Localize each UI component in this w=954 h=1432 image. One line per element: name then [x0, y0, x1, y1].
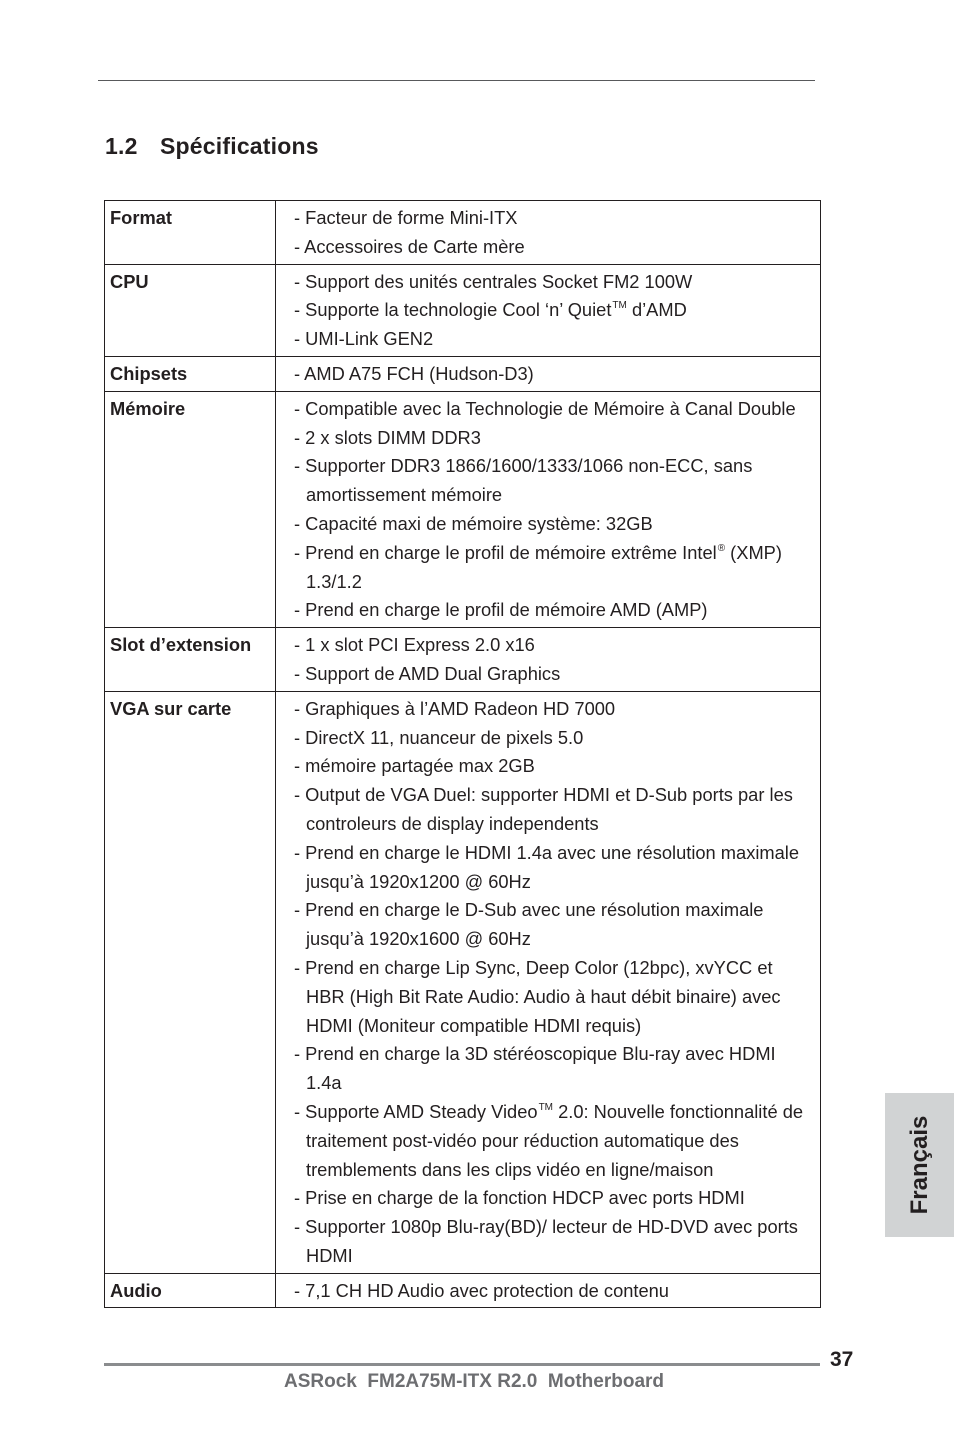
- spec-item: [294, 1098, 814, 1184]
- spec-item-text: - Supporte AMD Steady Video: [294, 1100, 538, 1122]
- spec-values: [276, 356, 821, 391]
- spec-item-text: - Compatible avec la Technologie de Mémoire à Canal Double: [294, 397, 796, 419]
- spec-item: [294, 296, 814, 325]
- spec-item-text: - DirectX 11, nuanceur de pixels 5.0: [294, 726, 584, 748]
- spec-item: [294, 1040, 814, 1098]
- spec-item: [294, 631, 814, 660]
- page-number: 37: [830, 1348, 854, 1371]
- spec-item: [294, 781, 814, 839]
- spec-item-text: - Support de AMD Dual Graphics: [294, 662, 561, 684]
- spec-item: [294, 695, 814, 724]
- spec-item: [294, 233, 814, 262]
- spec-row: [105, 1273, 821, 1308]
- spec-item: [294, 954, 814, 1040]
- spec-row: [105, 391, 821, 627]
- section-title: [105, 133, 319, 160]
- spec-label: Format: [105, 201, 276, 265]
- spec-item-text: - Prend en charge le HDMI 1.4a avec une résolution maximale jusqu’à 1920x1200 @ 60Hz: [294, 841, 800, 892]
- spec-item-text: - AMD A75 FCH (Hudson-D3): [294, 362, 534, 384]
- spec-item-text: - Prise en charge de la fonction HDCP avec ports HDMI: [294, 1187, 745, 1209]
- spec-table-body: [105, 201, 821, 1308]
- spec-item: [294, 510, 814, 539]
- spec-item-text: - Supporte la technologie Cool ‘n’ Quiet: [294, 299, 612, 321]
- spec-label: Mémoire: [105, 391, 276, 627]
- spec-item: [294, 539, 814, 597]
- spec-values: [276, 628, 821, 692]
- spec-item-text: - Output de VGA Duel: supporter HDMI et D-Sub ports par les controleurs de display independents: [294, 784, 793, 834]
- footer-text: ASRock FM2A75M-ITX R2.0 Motherboard: [283, 1371, 665, 1392]
- spec-label: VGA sur carte: [105, 691, 276, 1273]
- spec-item: [294, 360, 814, 389]
- spec-item-text: - Graphiques à l’AMD Radeon HD 7000: [294, 697, 616, 719]
- top-rule: [98, 80, 815, 81]
- spec-item: [294, 1213, 814, 1271]
- spec-item-superscript: TM: [612, 300, 627, 312]
- spec-item: [294, 204, 814, 233]
- spec-item-text: - 7,1 CH HD Audio avec protection de contenu: [294, 1279, 669, 1301]
- spec-item: [294, 752, 814, 781]
- spec-item: [294, 1277, 814, 1306]
- spec-item: [294, 452, 814, 510]
- spec-label: Chipsets: [105, 356, 276, 391]
- spec-table: [104, 200, 821, 1308]
- spec-item-text: - Supporter DDR3 1866/1600/1333/1066 non-ECC, sans amortissement mémoire: [294, 455, 753, 506]
- spec-values: [276, 691, 821, 1273]
- bottom-rule: [104, 1363, 820, 1366]
- spec-item: [294, 596, 814, 625]
- spec-item-text: - Supporter 1080p Blu-ray(BD)/ lecteur de HD-DVD avec ports HDMI: [294, 1216, 798, 1266]
- spec-row: [105, 356, 821, 391]
- spec-item: [294, 424, 814, 453]
- spec-item-text: - Prend en charge la 3D stéréoscopique Blu-ray avec HDMI 1.4a: [294, 1043, 776, 1094]
- spec-item-text: - mémoire partagée max 2GB: [294, 755, 535, 777]
- spec-label: CPU: [105, 264, 276, 356]
- spec-values: [276, 1273, 821, 1308]
- spec-item-text: - Accessoires de Carte mère: [294, 235, 525, 257]
- spec-values: [276, 391, 821, 627]
- spec-item-text: - UMI-Link GEN2: [294, 328, 434, 350]
- spec-item-text: - Support des unités centrales Socket FM2 100W: [294, 270, 693, 292]
- spec-row: [105, 628, 821, 692]
- spec-item: [294, 724, 814, 753]
- spec-item: [294, 395, 814, 424]
- spec-item-superscript: ®: [717, 542, 726, 554]
- spec-row: [105, 201, 821, 265]
- spec-item-text: - Prend en charge le profil de mémoire AMD (AMP): [294, 599, 708, 621]
- spec-item-text: - Capacité maxi de mémoire système: 32GB: [294, 512, 653, 534]
- spec-values: [276, 201, 821, 265]
- spec-values: [276, 264, 821, 356]
- spec-item-text: - 1 x slot PCI Express 2.0 x16: [294, 634, 535, 656]
- spec-item-text: - Facteur de forme Mini-ITX: [294, 207, 518, 228]
- spec-item-text: - 2 x slots DIMM DDR3: [294, 426, 481, 448]
- spec-row: [105, 264, 821, 356]
- spec-item: [294, 660, 814, 689]
- spec-item-text: - Prend en charge Lip Sync, Deep Color (12bpc), xvYCC et HBR (High Bit Rate Audio: Audio à haut débit binaire) avec HDMI (Moniteur compatible HDMI requis): [294, 956, 781, 1036]
- spec-item-text: - Prend en charge le D-Sub avec une résolution maximale jusqu’à 1920x1600 @ 60Hz: [294, 899, 764, 950]
- spec-item-text: - Prend en charge le profil de mémoire extrême Intel: [294, 541, 717, 563]
- spec-item: [294, 896, 814, 954]
- spec-item-text-continued: d’AMD: [626, 299, 687, 321]
- spec-label: Audio: [105, 1273, 276, 1308]
- section-title-text: Spécifications: [160, 133, 319, 159]
- spec-item-superscript: TM: [538, 1101, 554, 1113]
- spec-item: [294, 1184, 814, 1213]
- spec-item-text-continued: 2.0: Nouvelle fonctionnalité de traitement post-vidéo pour réduction automatique des tremblements dans les clips vidéo en ligne/maison: [306, 1100, 804, 1180]
- language-tab-label: Français: [905, 1115, 933, 1215]
- spec-row: [105, 691, 821, 1273]
- spec-item: [294, 839, 814, 897]
- spec-item-text-continued: (XMP) 1.3/1.2: [306, 541, 782, 592]
- language-tab: [885, 1093, 954, 1237]
- section-number: 1.2: [105, 133, 138, 159]
- spec-label: Slot d’extension: [105, 628, 276, 692]
- spec-item: [294, 325, 814, 354]
- spec-item: [294, 268, 814, 297]
